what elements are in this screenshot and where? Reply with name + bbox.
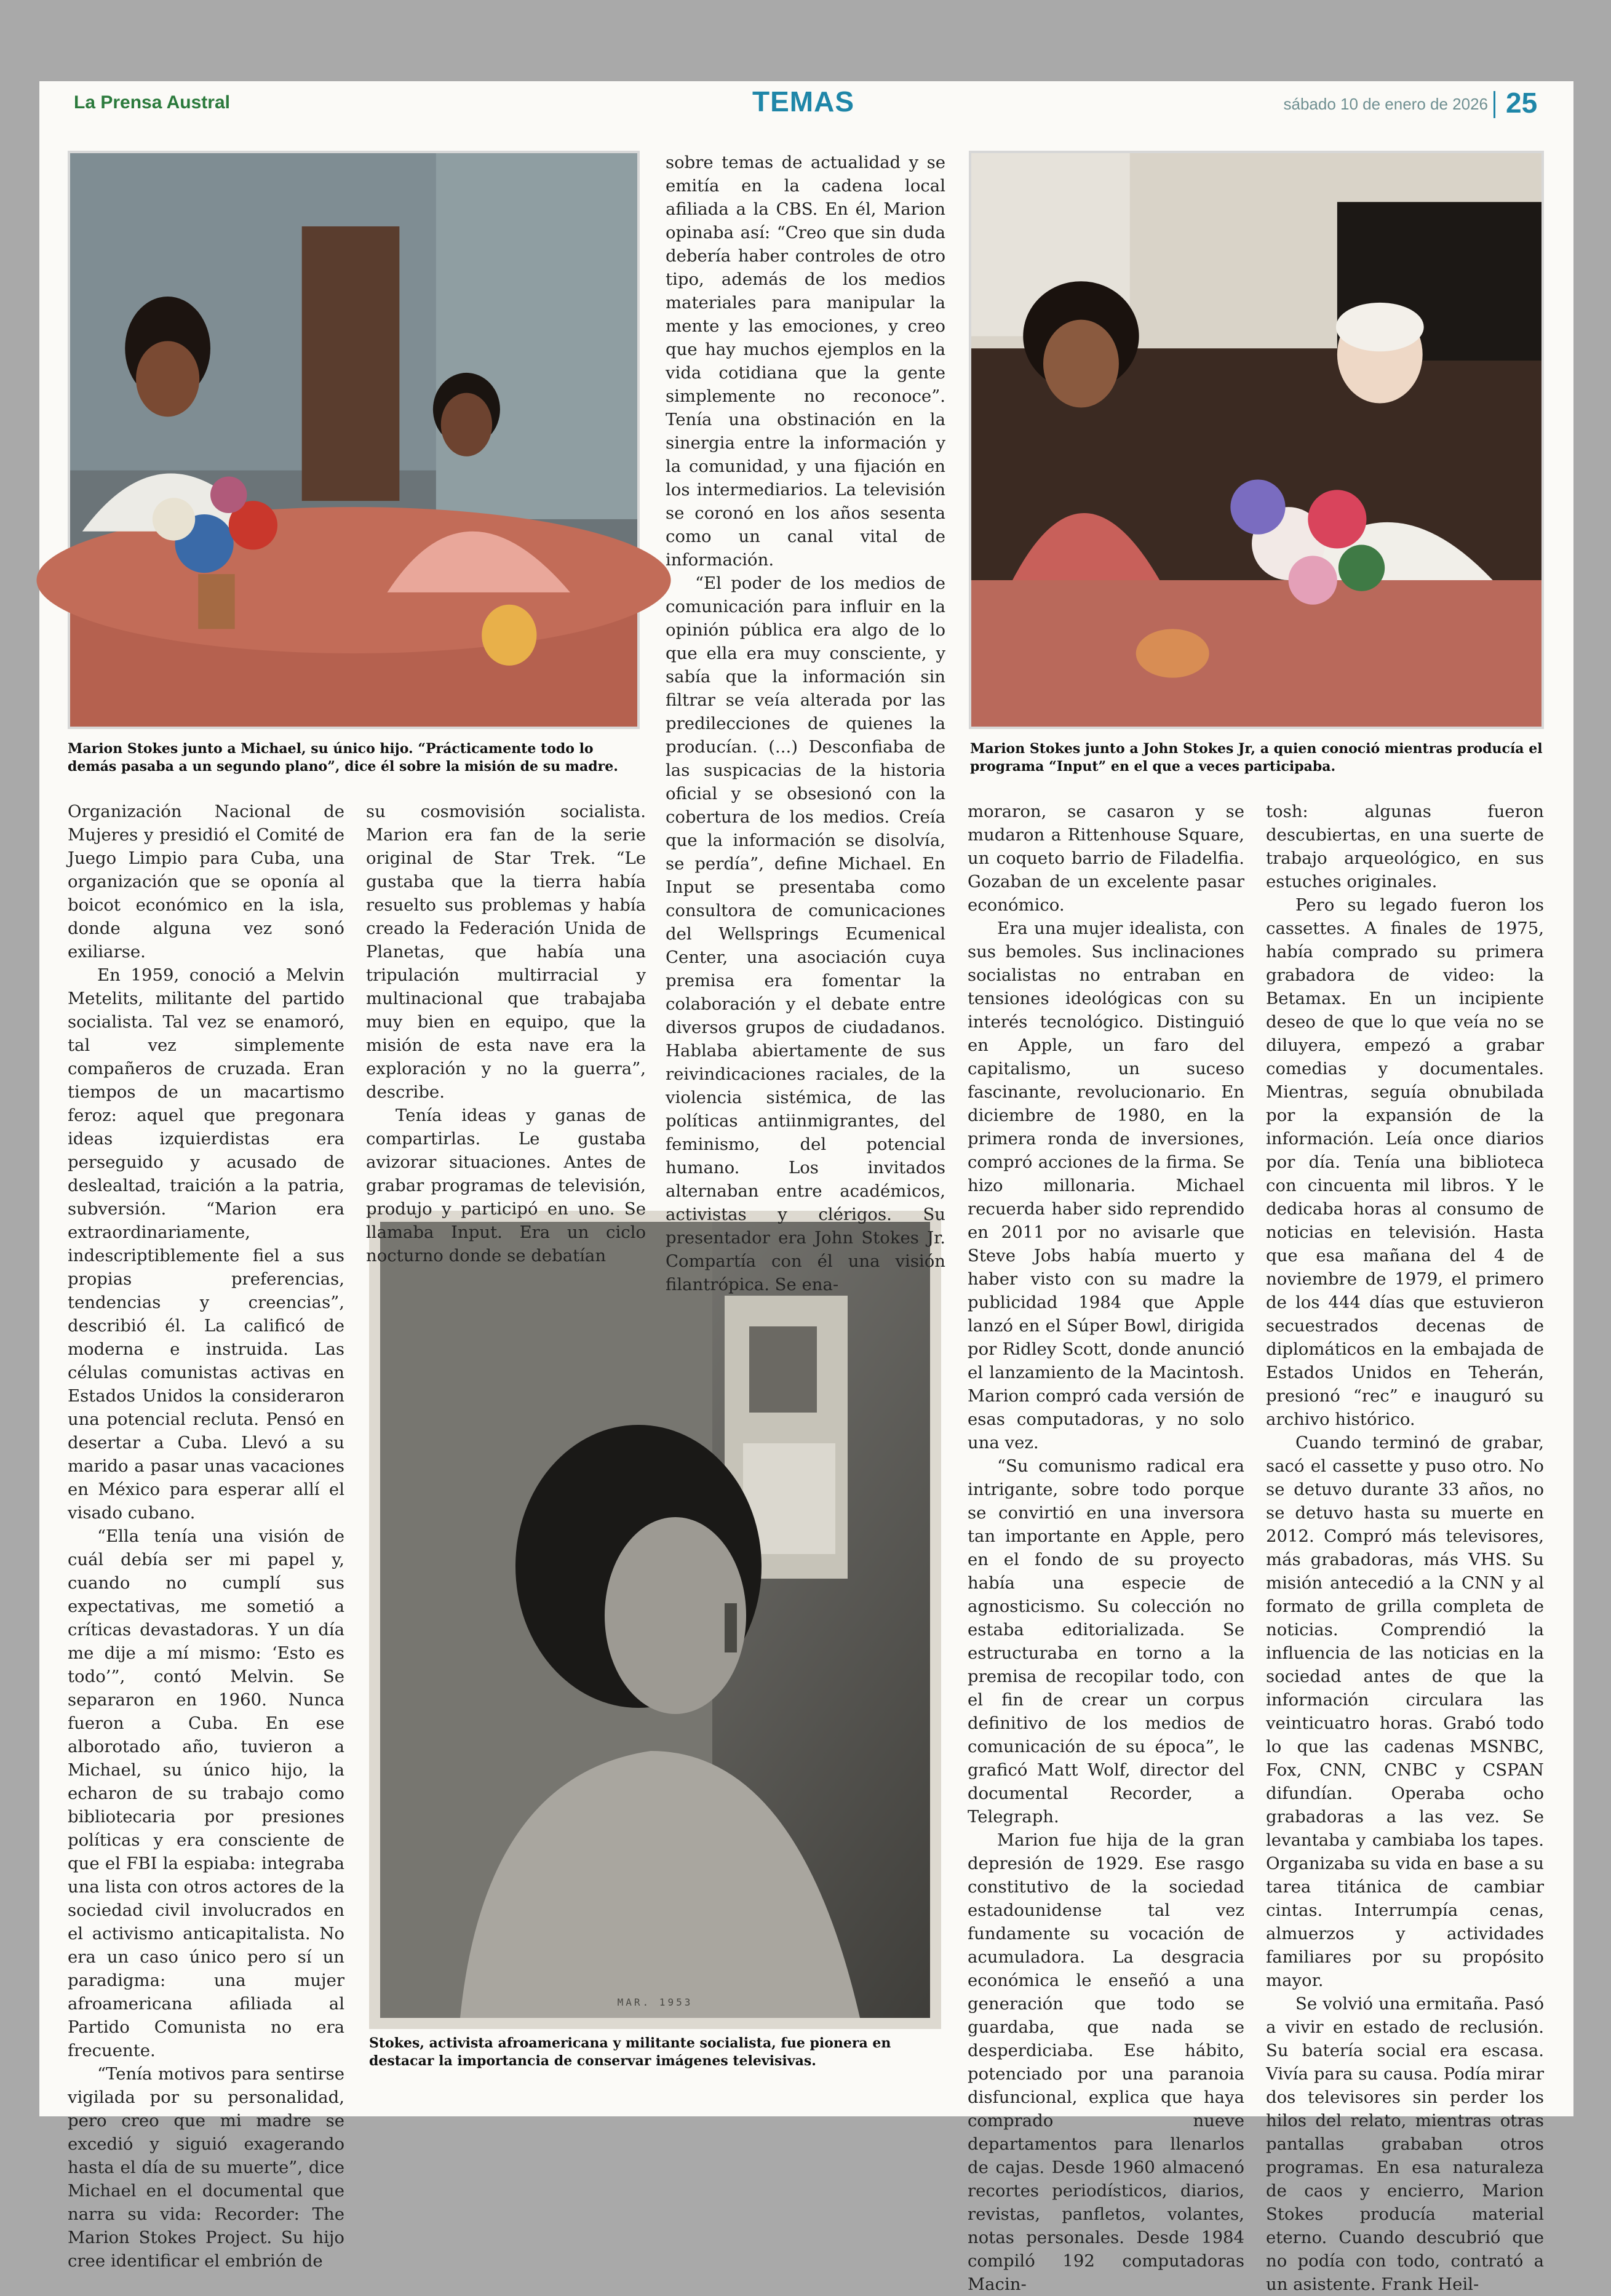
article-column-4 <box>968 800 1244 2294</box>
paragraph: moraron, se casaron y se mudaron a Rittenhouse Square, un coqueto barrio de Filadelfia. Gozaban de un excelente pasar económico. <box>968 802 1244 915</box>
paragraph: Organización Nacional de Mujeres y presidió el Comité de Juego Limpio para Cuba, una organización que se oponía al boicot económico en la isla, donde alguna vez sonó exiliarse. <box>68 802 344 962</box>
masthead: La Prensa Austral <box>74 92 230 113</box>
article-column-2 <box>366 800 646 1266</box>
paragraph: sobre temas de actualidad y se emitía en la cadena local afiliada a la CBS. En él, Marion opinaba así: “Creo que sin duda debería haber controles de otro tipo, además de los medios materiales para manipular la mente y las emociones, y creo que hay muchos ejemplos en la vida cotidiana que la gente simplemente no reconoce”. Tenía una obstinación en la sinergia entre la información y la comunidad, y una fijación en los intermediarios. La televisión se coronó en los años sesenta como un canal vital de información. <box>666 153 945 570</box>
photo-marion-and-john-image <box>971 153 1541 727</box>
paragraph: Marion fue hija de la gran depresión de 1929. Ese rasgo constitutivo de la sociedad estadounidense tal vez fundamente su vocación de acumuladora. La desgracia económica le enseñó a una generación que todo se guardaba, que nada se desperdiciaba. Ese hábito, potenciado por una paranoia disfuncional, explica que haya comprado nueve departamentos para llenarlos de cajas. Desde 1960 almacenó recortes periodísticos, diarios, revistas, panfletos, volantes, notas personales. Desde 1984 compiló 192 computadoras Macin- <box>968 1830 1244 2294</box>
caption-top-left: Marion Stokes junto a Michael, su único hijo. “Prácticamente todo lo demás pasaba a un segundo plano”, dice él sobre la misión de su madre. <box>68 741 618 775</box>
paragraph: Era una mujer idealista, con sus bemoles. Sus inclinaciones socialistas no entraban en tensiones ideológicas con su interés tecnológico. Distinguió en Apple, un faro del capitalismo, un suceso fascinante, revolucionario. En diciembre de 1980, en la primera ronda de inversiones, compró acciones de la firma. Se hizo millonaria. Michael recuerda haber sido reprendido en 2011 por no avisarle que Steve Jobs había muerto y haber visto con su madre la publicidad 1984 que Apple lanzó en el Súper Bowl, dirigida por Ridley Scott, donde anunció el lanzamiento de la Macintosh. Marion compró cada versión de esas computadoras, y no solo una vez. <box>968 919 1244 1453</box>
paragraph: “El poder de los medios de comunicación para influir en la opinión pública era algo de lo que ella era muy consciente, y sabía que la información sin filtrar se veía alterada por las predilecciones de quienes la producían. (...) Desconfiaba de las suspicacias de la historia oficial y se obsesionó con la cobertura de los medios. Creía que la información se disolvía, se perdía”, define Michael. En Input se presentaba como consultora de comunicaciones del Wellsprings Ecumenical Center, una asociación cuya premisa era fomentar la colaboración y el debate entre diversos grupos de ciudadanos. Hablaba abiertamente de sus reivindicaciones raciales, de la violencia sistémica, de las políticas antiinmigrantes, del feminismo, del potencial humano. Los invitados alternaban entre académicos, activistas y clérigos. Su presentador era John Stokes Jr. Compartía con él una visión filantrópica. Se ena- <box>666 573 945 1294</box>
article-column-3 <box>666 151 945 1294</box>
paragraph: Cuando terminó de grabar, sacó el cassette y puso otro. No se detuvo durante 33 años, no se detuvo hasta su muerte en 2012. Compró más televisores, más grabadoras, más VHS. Su misión antecedió a la CNN y al formato de grilla completa de noticias. Comprendió la influencia de las noticias en la sociedad antes de que la información circulara las veinticuatro horas. Grabó todo lo que las cadenas MSNBC, Fox, CNN, CNBC y CSPAN difundían. Operaba ocho grabadoras a las vez. Se levantaba y cambiaba los tapes. Organizaba su vida en base a su tarea titánica de cambiar cintas. Interrumpía cenas, almuerzos y actividades familiares por su propósito mayor. <box>1266 1433 1544 1990</box>
paragraph: tosh: algunas fueron descubiertas, en una suerte de trabajo arqueológico, en sus estuches originales. <box>1266 802 1544 891</box>
header-divider <box>1494 91 1495 118</box>
caption-bottom: Stokes, activista afroamericana y militante socialista, fue pionera en destacar la importancia de conservar imágenes televisivas. <box>369 2035 891 2069</box>
paragraph: Tenía ideas y ganas de compartirlas. Le gustaba avizorar situaciones. Antes de grabar programas de televisión, produjo y participó en uno. Se llamaba Input. Era un ciclo nocturno donde se debatían <box>366 1106 646 1266</box>
paragraph: Pero su legado fueron los cassettes. A finales de 1975, había comprado su primera grabadora de video: la Betamax. En un incipiente deseo de que lo que veía no se diluyera, empezó a grabar comedias y documentales. Mientras, seguía obnubilada por la expansión de la información. Leía once diarios por día. Tenía una biblioteca con cincuenta mil libros. Y le dedicaba horas al consumo de noticias en televisión. Hasta que esa mañana del 4 de noviembre de 1979, el primero de los 444 días que estuvieron secuestrados decenas de diplomáticos en la embajada de Estados Unidos en Teherán, presionó “rec” e inauguró su archivo histórico. <box>1266 895 1544 1429</box>
paragraph: su cosmovisión socialista. Marion era fan de la serie original de Star Trek. “Le gustaba que la tierra había resuelto sus problemas y había creado la Federación Unida de Planetas, que había una tripulación multirracial y multinacional que trabajaba muy bien en equipo, que la misión de esta nave era la exploración y no la guerra”, describe. <box>366 802 646 1102</box>
issue-date: sábado 10 de enero de 2026 <box>1283 95 1488 113</box>
photo-marion-and-michael <box>68 151 640 729</box>
photo-marion-portrait-image <box>380 1222 930 2018</box>
caption-top-right: Marion Stokes junto a John Stokes Jr, a quien conoció mientras producía el programa “Input” en el que a veces participaba. <box>970 741 1543 775</box>
photo-marion-and-john <box>969 151 1544 729</box>
section-title: TEMAS <box>752 86 854 118</box>
paragraph: “Ella tenía una visión de cuál debía ser mi papel y, cuando no cumplí sus expectativas, me sometió a críticas devastadoras. Y un día me dije a mí mismo: ‘Esto es todo’”, contó Melvin. Se separaron en 1960. Nunca fueron a Cuba. En ese alborotado año, tuvieron a Michael, su único hijo, la echaron de su trabajo como bibliotecaria por presiones políticas y era consciente de que el FBI la espiaba: integraba una lista con otros actores de la sociedad civil involucrados en el activismo anticapitalista. No era un caso único pero sí un paradigma: una mujer afroamericana afiliada al Partido Comunista no era frecuente. <box>68 1526 344 2060</box>
paragraph: “Su comunismo radical era intrigante, sobre todo porque se convirtió en una inversora tan importante en Apple, pero en el fondo de su proyecto había una especie de agnosticismo. Su colección no estaba editorializada. Se estructuraba en torno a la premisa de recopilar todo, con el fin de crear un corpus definitivo de los medios de comunicación de su época”, le graficó Matt Wolf, director del documental Recorder, a Telegraph. <box>968 1456 1244 1827</box>
paragraph: Se volvió una ermitaña. Pasó a vivir en estado de reclusión. Su batería social era escasa. Vivía para su causa. Podía mirar dos televisores sin perder los hilos del relato, mientras otras pantallas grababan otros programas. En esa naturaleza de caos y encierro, Marion Stokes producía material eterno. Cuando descubrió que no podía con todo, contrató a un asistente. Frank Heil- <box>1266 1994 1544 2294</box>
photo-marion-portrait <box>369 1211 941 2029</box>
article-column-1 <box>68 800 344 2271</box>
page-number: 25 <box>1506 87 1538 119</box>
paragraph: En 1959, conoció a Melvin Metelits, militante del partido socialista. Tal vez se enamoró, tal vez simplemente compañeros de cruzada. Eran tiempos de un macartismo feroz: aquel que pregonara ideas izquierdistas era perseguido y acusado de deslealtad, traición a la patria, subversión. “Marion era extraordinariamente, indescriptiblemente fiel a sus propias preferencias, tendencias y creencias”, describió él. La calificó de moderna e instruida. Las células comunistas activas en Estados Unidos la consideraron una potencial recluta. Pensó en desertar a Cuba. Llevó a su marido a pasar unas vacaciones en México para esperar allí el visado cubano. <box>68 965 344 1523</box>
paragraph: “Tenía motivos para sentirse vigilada por su personalidad, pero creo que mi madre se excedió y siguió exagerando hasta el día de su muerte”, dice Michael en el documental que narra su vida: Recorder: The Marion Stokes Project. Su hijo cree identificar el embrión de <box>68 2064 344 2271</box>
article-column-5 <box>1266 800 1544 2294</box>
photo-inscription: MAR. 1953 <box>617 1996 693 2008</box>
photo-marion-and-michael-image <box>70 153 637 727</box>
